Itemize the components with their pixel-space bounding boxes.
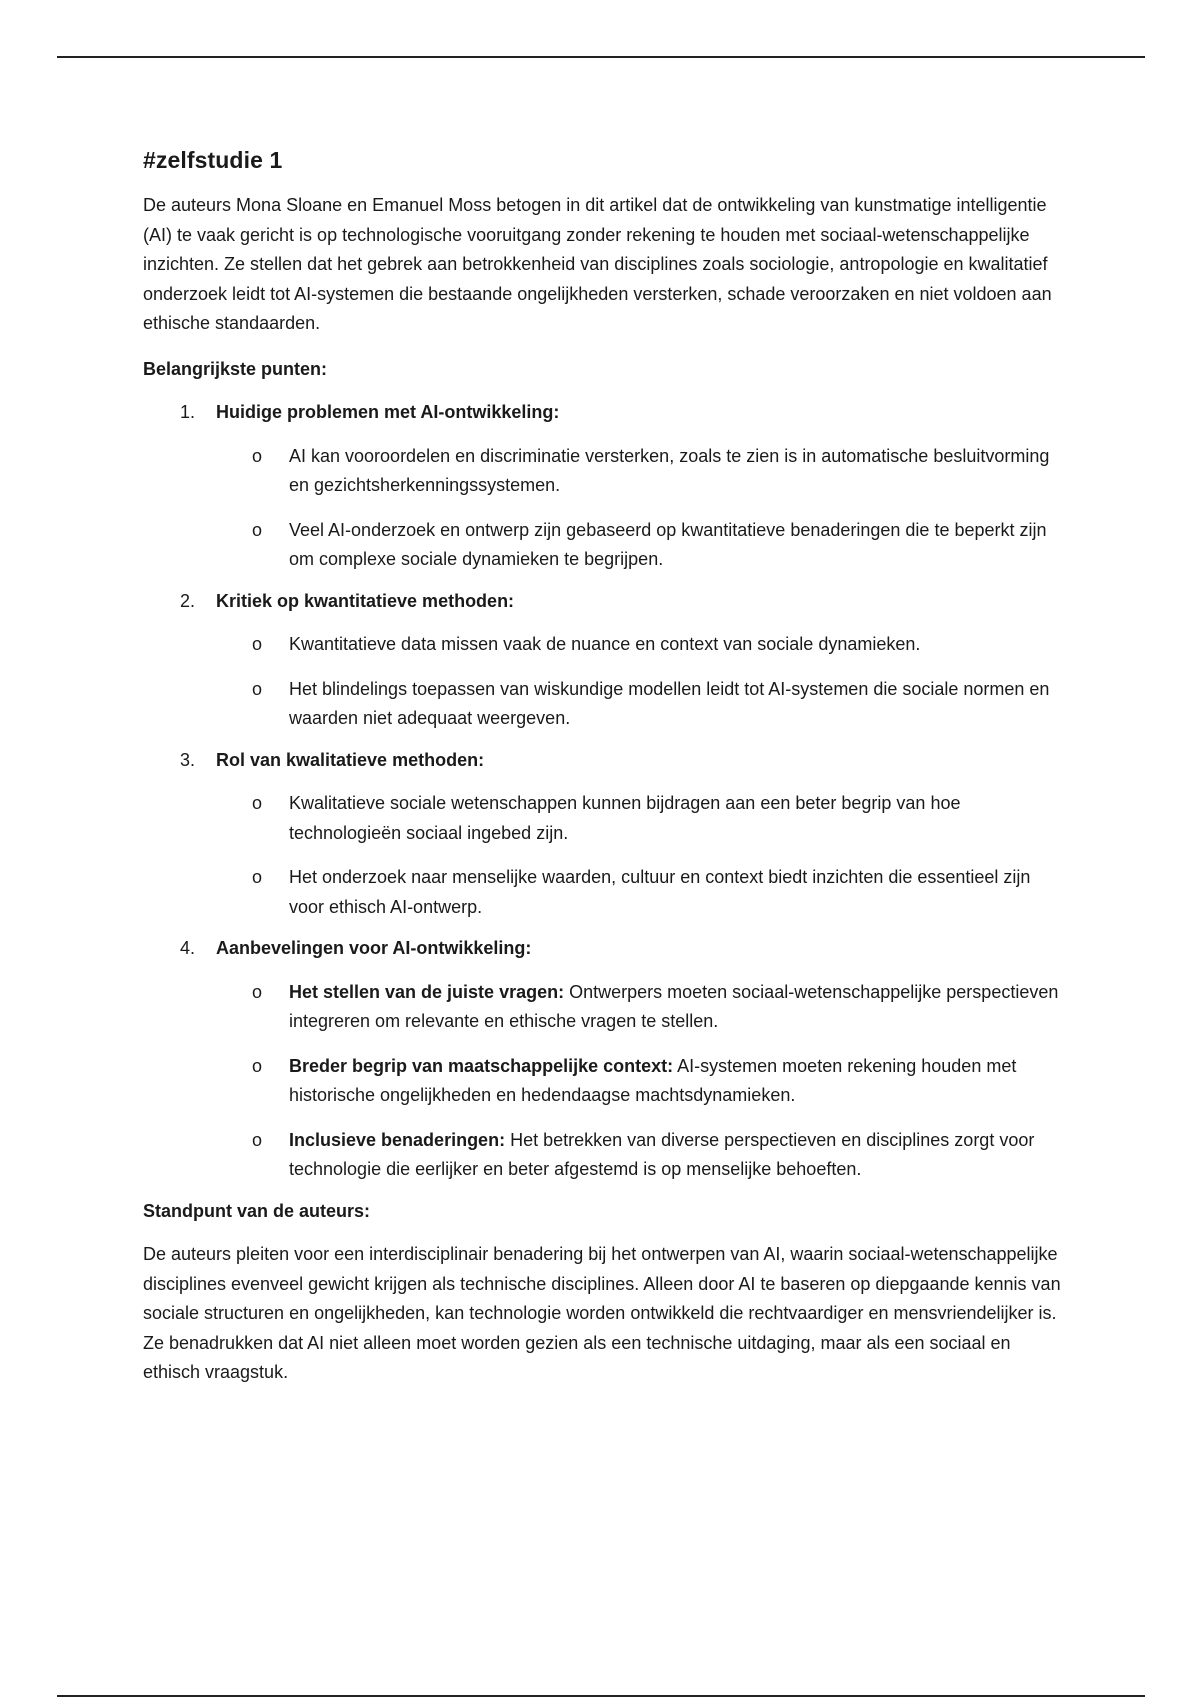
sub-point-list [216,442,1063,575]
sub-point [216,1052,1063,1111]
sub-point [216,675,1063,734]
sub-point [216,863,1063,922]
point-title: Huidige problemen met AI-ontwikkeling: [216,402,560,422]
stance-paragraph: De auteurs pleiten voor een interdisciplinair benadering bij het ontwerpen van AI, waarin sociaal-wetenschappelijke disciplines evenveel gewicht krijgen als technische disciplines. Alleen door AI te baseren op diepgaande kennis van sociale structuren en ongelijkheden, kan technologie worden ontwikkeld die rechtvaardiger en mensvriendelijker is. Ze benadrukken dat AI niet alleen moet worden gezien als een technische uitdaging, maar als een sociaal en ethisch vraagstuk. [143,1244,1061,1382]
point-item [143,587,1063,734]
key-points-label: Belangrijkste punten: [143,358,328,379]
sub-point [216,789,1063,848]
sub-point-text: Het betrekken van diverse perspectieven en disciplines zorgt voor technologie die eerlijker en beter afgestemd is op menselijke behoeften. [289,1129,1035,1179]
bullet-marker: o [252,867,263,887]
top-rule [57,56,1145,58]
point-title: Kritiek op kwantitatieve methoden: [216,590,515,611]
sub-point-text: AI-systemen moeten rekening houden met historische ongelijkheden en hedendaagse machtsdynamieken. [289,1055,1017,1105]
sub-point [216,1126,1063,1185]
sub-point-list [216,789,1063,922]
point-number: 3. [180,749,196,770]
point-title: Rol van kwalitatieve methoden: [216,749,485,770]
sub-point-text: Kwantitatieve data missen vaak de nuance en context van sociale dynamieken. [289,634,921,654]
key-points-list [143,398,1063,1185]
bullet-marker: o [252,981,263,1002]
sub-point-bold-lead: Breder begrip van maatschappelijke context: [289,1055,674,1076]
bullet-marker: o [252,793,263,813]
sub-point-text: Veel AI-onderzoek en ontwerp zijn gebaseerd op kwantitatieve benaderingen die te beperkt zijn om complexe sociale dynamieken te begrijpen. [289,519,1047,569]
sub-point [216,630,1063,660]
point-item [143,746,1063,923]
sub-point-bold-lead: Inclusieve benaderingen: [289,1129,506,1150]
sub-point [216,516,1063,575]
point-item [143,398,1063,575]
sub-point [216,442,1063,501]
point-title: Aanbevelingen voor AI-ontwikkeling: [216,938,532,958]
bullet-marker: o [252,445,263,466]
sub-point-text: Ontwerpers moeten sociaal-wetenschappelijke perspectieven integreren om relevante en ethische vragen te stellen. [289,981,1059,1031]
intro-paragraph: De auteurs Mona Sloane en Emanuel Moss betogen in dit artikel dat de ontwikkeling van kunstmatige intelligentie (AI) te vaak gericht is op technologische vooruitgang zonder rekening te houden met sociaal-wetenschappelijke inzichten. Ze stellen dat het gebrek aan betrokkenheid van disciplines zoals sociologie, antropologie en kwalitatief onderzoek leidt tot AI-systemen die bestaande ongelijkheden versterken, schade veroorzaken en niet voldoen aan ethische standaarden. [143,195,1052,333]
point-item [143,934,1063,1185]
point-number: 1. [180,402,196,422]
bullet-marker: o [252,634,263,654]
sub-point-text: AI kan vooroordelen en discriminatie versterken, zoals te zien is in automatische besluitvorming en gezichtsherkenningssystemen. [289,445,1050,495]
sub-point-text: Kwalitatieve sociale wetenschappen kunnen bijdragen aan een beter begrip van hoe technologieën sociaal ingebed zijn. [289,793,961,843]
sub-point [216,978,1063,1037]
bullet-marker: o [252,678,263,699]
document-page [143,143,1063,1388]
sub-point-bold-lead: Het stellen van de juiste vragen: [289,981,565,1002]
sub-point-list [216,630,1063,734]
bullet-marker: o [252,1055,263,1076]
bullet-marker: o [252,1129,263,1150]
sub-point-text: Het onderzoek naar menselijke waarden, cultuur en context biedt inzichten die essentieel zijn voor ethisch AI-ontwerp. [289,867,1031,917]
bottom-rule [57,1695,1145,1697]
document-heading: #zelfstudie 1 [143,147,283,173]
sub-point-list [216,978,1063,1185]
sub-point-text: Het blindelings toepassen van wiskundige modellen leidt tot AI-systemen die sociale normen en waarden niet adequaat weergeven. [289,678,1050,728]
bullet-marker: o [252,519,263,540]
point-number: 2. [180,590,196,611]
point-number: 4. [180,938,196,958]
stance-label: Standpunt van de auteurs: [143,1200,371,1221]
